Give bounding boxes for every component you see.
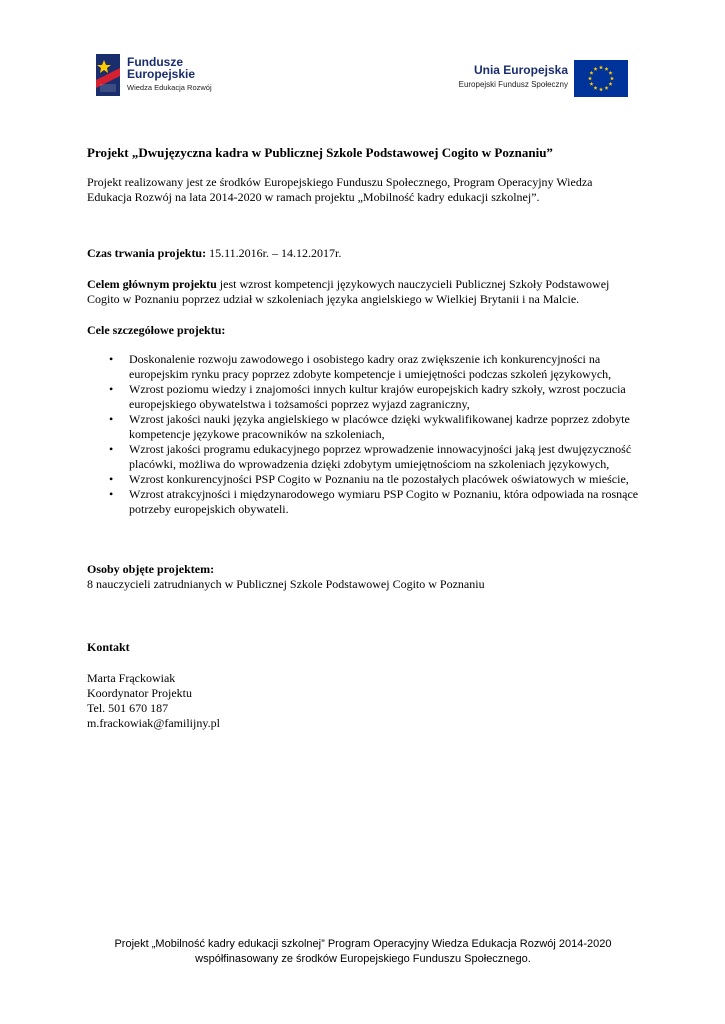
contact-block	[87, 671, 639, 731]
list-item: • Wzrost konkurencyjności PSP Cogito w Poznaniu na tle pozostałych placówek oświatowych w mieście,	[129, 472, 639, 487]
contact-phone: Tel. 501 670 187	[87, 701, 169, 715]
list-item: • Wzrost jakości programu edukacyjnego poprzez wprowadzenie innowacyjności jaką jest dwujęzyczność placówki, możliwa do wprowadzenia dzięki zdobytym umiejętnościom na szkoleniach językowych,	[129, 442, 639, 472]
document-body	[87, 144, 639, 731]
unia-europejska-logo	[444, 58, 628, 100]
ue-logo-subtitle: Europejski Fundusz Społeczny	[458, 80, 568, 89]
fe-logo-subtitle: Wiedza Edukacja Rozwój	[127, 83, 212, 92]
list-item: • Wzrost atrakcyjności i międzynarodowego wymiaru PSP Cogito w Poznaniu, która odpowiada na rosnące potrzeby europejskich obywateli.	[129, 487, 639, 517]
eu-flag-icon	[574, 60, 628, 97]
footer-line-1: Projekt „Mobilność kadry edukacji szkolnej” Program Operacyjny Wiedza Edukacja Rozwój 2014-2020	[114, 938, 612, 950]
contact-email: m.frackowiak@familijny.pl	[87, 716, 220, 730]
intro-paragraph: Projekt realizowany jest ze środków Europejskiego Funduszu Społecznego, Program Operacyjny Wiedza Edukacja Rozwój na lata 2014-2020 w ramach projektu „Mobilność kadry edukacji szkolnej”.	[87, 175, 593, 204]
ue-logo-title: Unia Europejska	[473, 63, 568, 77]
list-item: • Wzrost jakości nauki języka angielskiego w placówce dzięki wykwalifikowanej kadrze poprzez zdobyte kompetencje językowe pracowników na szkoleniach,	[129, 412, 639, 442]
list-item: • Wzrost poziomu wiedzy i znajomości innych kultur krajów europejskich kadry szkoły, wzrost poczucia europejskiego obywatelstwa i tożsamości poprzez wyjazd zagraniczny,	[129, 382, 639, 412]
goals-heading: Cele szczegółowe projektu:	[87, 323, 226, 337]
duration-value: 15.11.2016r. – 14.12.2017r.	[209, 246, 342, 260]
contact-name: Marta Frąckowiak	[87, 671, 176, 685]
contact-heading: Kontakt	[87, 640, 130, 654]
document-title: Projekt „Dwujęzyczna kadra w Publicznej Szkole Podstawowej Cogito w Poznaniu”	[87, 145, 553, 160]
main-goal-paragraph	[87, 277, 639, 307]
page-footer	[87, 937, 639, 967]
list-item: • Doskonalenie rozwoju zawodowego i osobistego kadry oraz zwiększenie ich konkurencyjności na europejskim rynku pracy poprzez zdobyte kompetencje i umiejętności podczas szkoleń językowych,	[129, 352, 639, 382]
fundusze-europejskie-logo	[96, 52, 226, 98]
persons-text: 8 nauczycieli zatrudnianych w Publicznej Szkole Podstawowej Cogito w Poznaniu	[87, 577, 485, 591]
main-goal-label: Celem głównym projektu	[87, 277, 217, 291]
footer-line-2: współfinasowany ze środków Europejskiego Funduszu Społecznego.	[195, 953, 531, 965]
persons-heading: Osoby objęte projektem:	[87, 562, 215, 576]
duration-line	[87, 246, 639, 261]
duration-label: Czas trwania projektu:	[87, 246, 207, 260]
fe-logo-title: Fundusze Europejskie	[127, 55, 196, 81]
contact-role: Koordynator Projektu	[87, 686, 192, 700]
main-goal-text: jest wzrost kompetencji językowych nauczycieli Publicznej Szkoły Podstawowej Cogito w Poznaniu poprzez udział w szkoleniach języka angielskiego w Wielkiej Brytanii i na Malcie.	[87, 277, 610, 306]
goals-list	[87, 352, 639, 517]
fe-flag-icon	[96, 54, 120, 96]
